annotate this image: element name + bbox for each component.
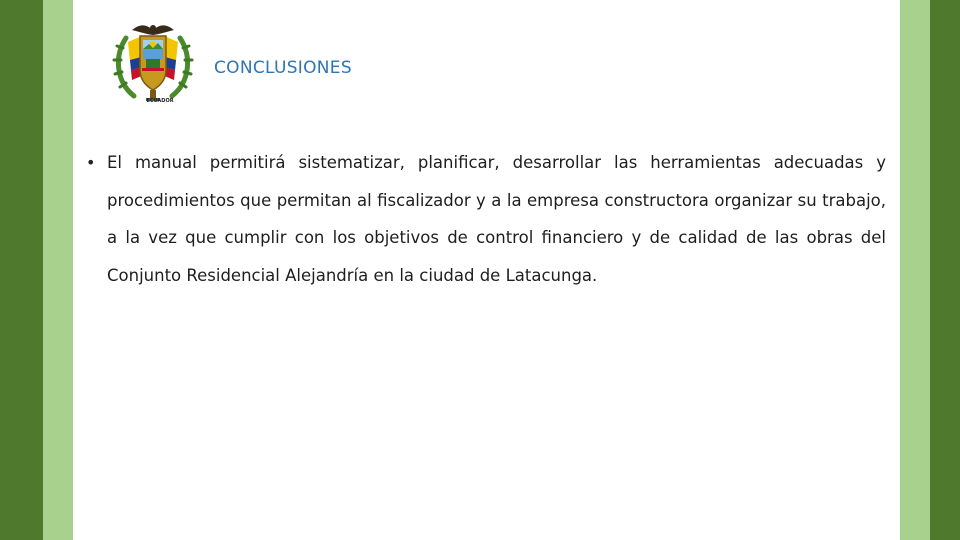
right-frame-light-bar <box>900 0 930 540</box>
logo-caption: ECUADOR <box>146 98 174 104</box>
left-frame-dark-bar <box>0 0 43 540</box>
left-frame-light-bar <box>43 0 73 540</box>
bullet-text: El manual permitirá sistematizar, planificar, desarrollar las herramientas adecuadas y procedimientos que permitan al fiscalizador y a la empresa constructora organizar su trabajo, a la vez que cumplir con los objetivos de control financiero y de calidad de las obras del Conjunto Residencial Alejandría en la ciudad de Latacunga. <box>107 153 886 285</box>
page-title: CONCLUSIONES <box>214 58 352 78</box>
conclusions-list <box>86 144 886 294</box>
right-frame-dark-bar <box>930 0 960 540</box>
list-item <box>86 144 886 294</box>
bullet-marker: • <box>86 153 96 172</box>
